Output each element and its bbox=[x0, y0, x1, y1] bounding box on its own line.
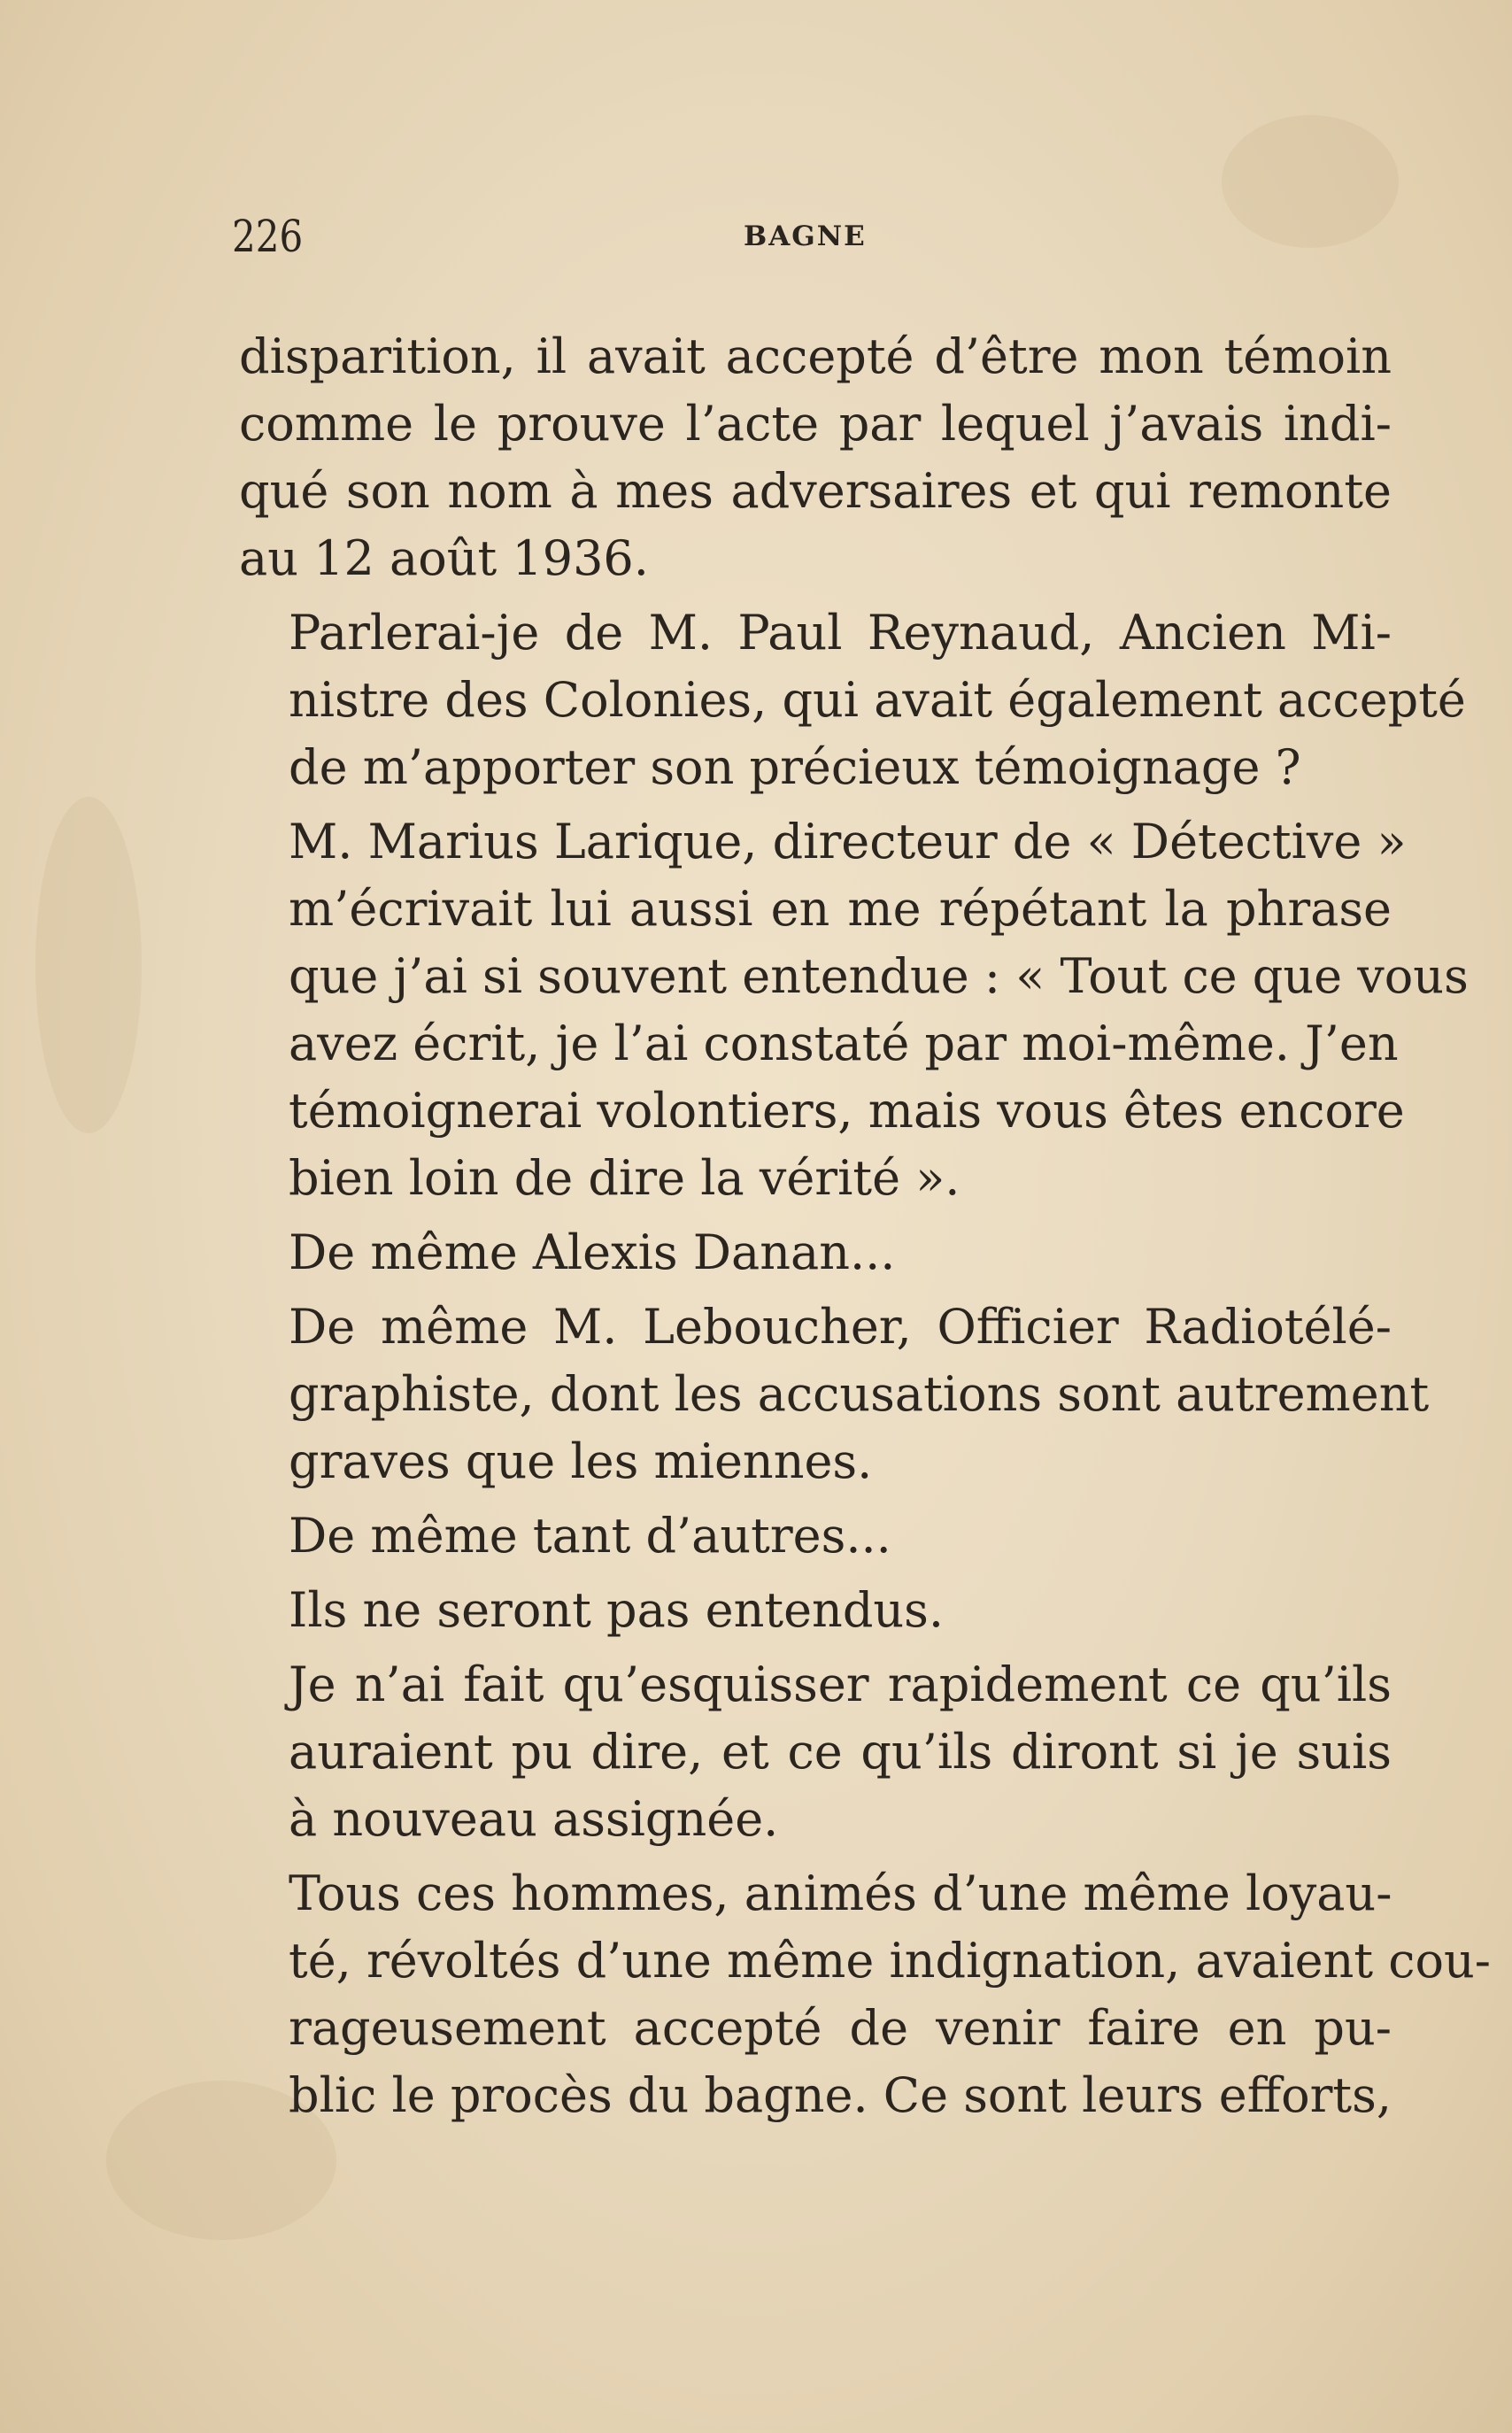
text-line: bien loin de dire la vérité ». bbox=[289, 1150, 960, 1206]
text-line: Parlerai-je de M. Paul Reynaud, Ancien Mi- bbox=[289, 605, 1392, 660]
paragraph-2 bbox=[239, 599, 1466, 801]
text-line: té, révoltés d’une même indignation, avaient cou- bbox=[289, 1933, 1492, 1989]
text-line: qué son nom à mes adversaires et qui remonte bbox=[239, 463, 1392, 519]
paragraph-4 bbox=[239, 1219, 1392, 1286]
text-line: comme le prouve l’acte par lequel j’avais indi- bbox=[239, 396, 1392, 452]
paragraph-7 bbox=[239, 1577, 1392, 1644]
text-line: avez écrit, je l’ai constaté par moi-même. J’en bbox=[289, 1016, 1399, 1071]
text-line: que j’ai si souvent entendue : « Tout ce que vous bbox=[289, 948, 1469, 1004]
page-number: 226 bbox=[232, 211, 304, 262]
paragraph-9 bbox=[239, 1860, 1492, 2129]
page-header bbox=[232, 205, 1392, 267]
text-line: au 12 août 1936. bbox=[239, 530, 649, 586]
text-line: nistre des Colonies, qui avait également accepté bbox=[289, 672, 1466, 728]
text-line: De même Alexis Danan... bbox=[289, 1224, 896, 1280]
text-line: auraient pu dire, et ce qu’ils diront si je suis bbox=[289, 1724, 1392, 1780]
body-text bbox=[239, 323, 1492, 2136]
text-line: m’écrivait lui aussi en me répétant la phrase bbox=[289, 881, 1392, 937]
text-line: Je n’ai fait qu’esquisser rapidement ce qu’ils bbox=[289, 1657, 1392, 1712]
text-line: rageusement accepté de venir faire en pu- bbox=[289, 2000, 1392, 2056]
paragraph-3 bbox=[239, 808, 1469, 1212]
paragraph-8 bbox=[239, 1651, 1392, 1853]
paragraph-5 bbox=[239, 1294, 1430, 1495]
paper-stain bbox=[35, 797, 142, 1133]
text-line: blic le procès du bagne. Ce sont leurs efforts, bbox=[289, 2067, 1392, 2123]
text-line: M. Marius Larique, directeur de « Détective » bbox=[289, 814, 1407, 869]
text-line: Tous ces hommes, animés d’une même loyau- bbox=[289, 1865, 1392, 1921]
text-line: Ils ne seront pas entendus. bbox=[289, 1582, 945, 1638]
text-line: De même M. Leboucher, Officier Radiotélé- bbox=[289, 1299, 1392, 1355]
text-line: graves que les miennes. bbox=[289, 1433, 873, 1489]
text-line: graphiste, dont les accusations sont autrement bbox=[289, 1366, 1430, 1422]
running-title: BAGNE bbox=[744, 220, 867, 252]
text-line: témoignerai volontiers, mais vous êtes encore bbox=[289, 1083, 1405, 1139]
text-line: de m’apporter son précieux témoignage ? bbox=[289, 739, 1301, 795]
paragraph-6 bbox=[239, 1502, 1392, 1570]
text-line: disparition, il avait accepté d’être mon témoin bbox=[239, 328, 1392, 384]
paragraph-1 bbox=[239, 323, 1392, 592]
text-line: à nouveau assignée. bbox=[289, 1791, 779, 1847]
text-line: De même tant d’autres... bbox=[289, 1508, 891, 1564]
